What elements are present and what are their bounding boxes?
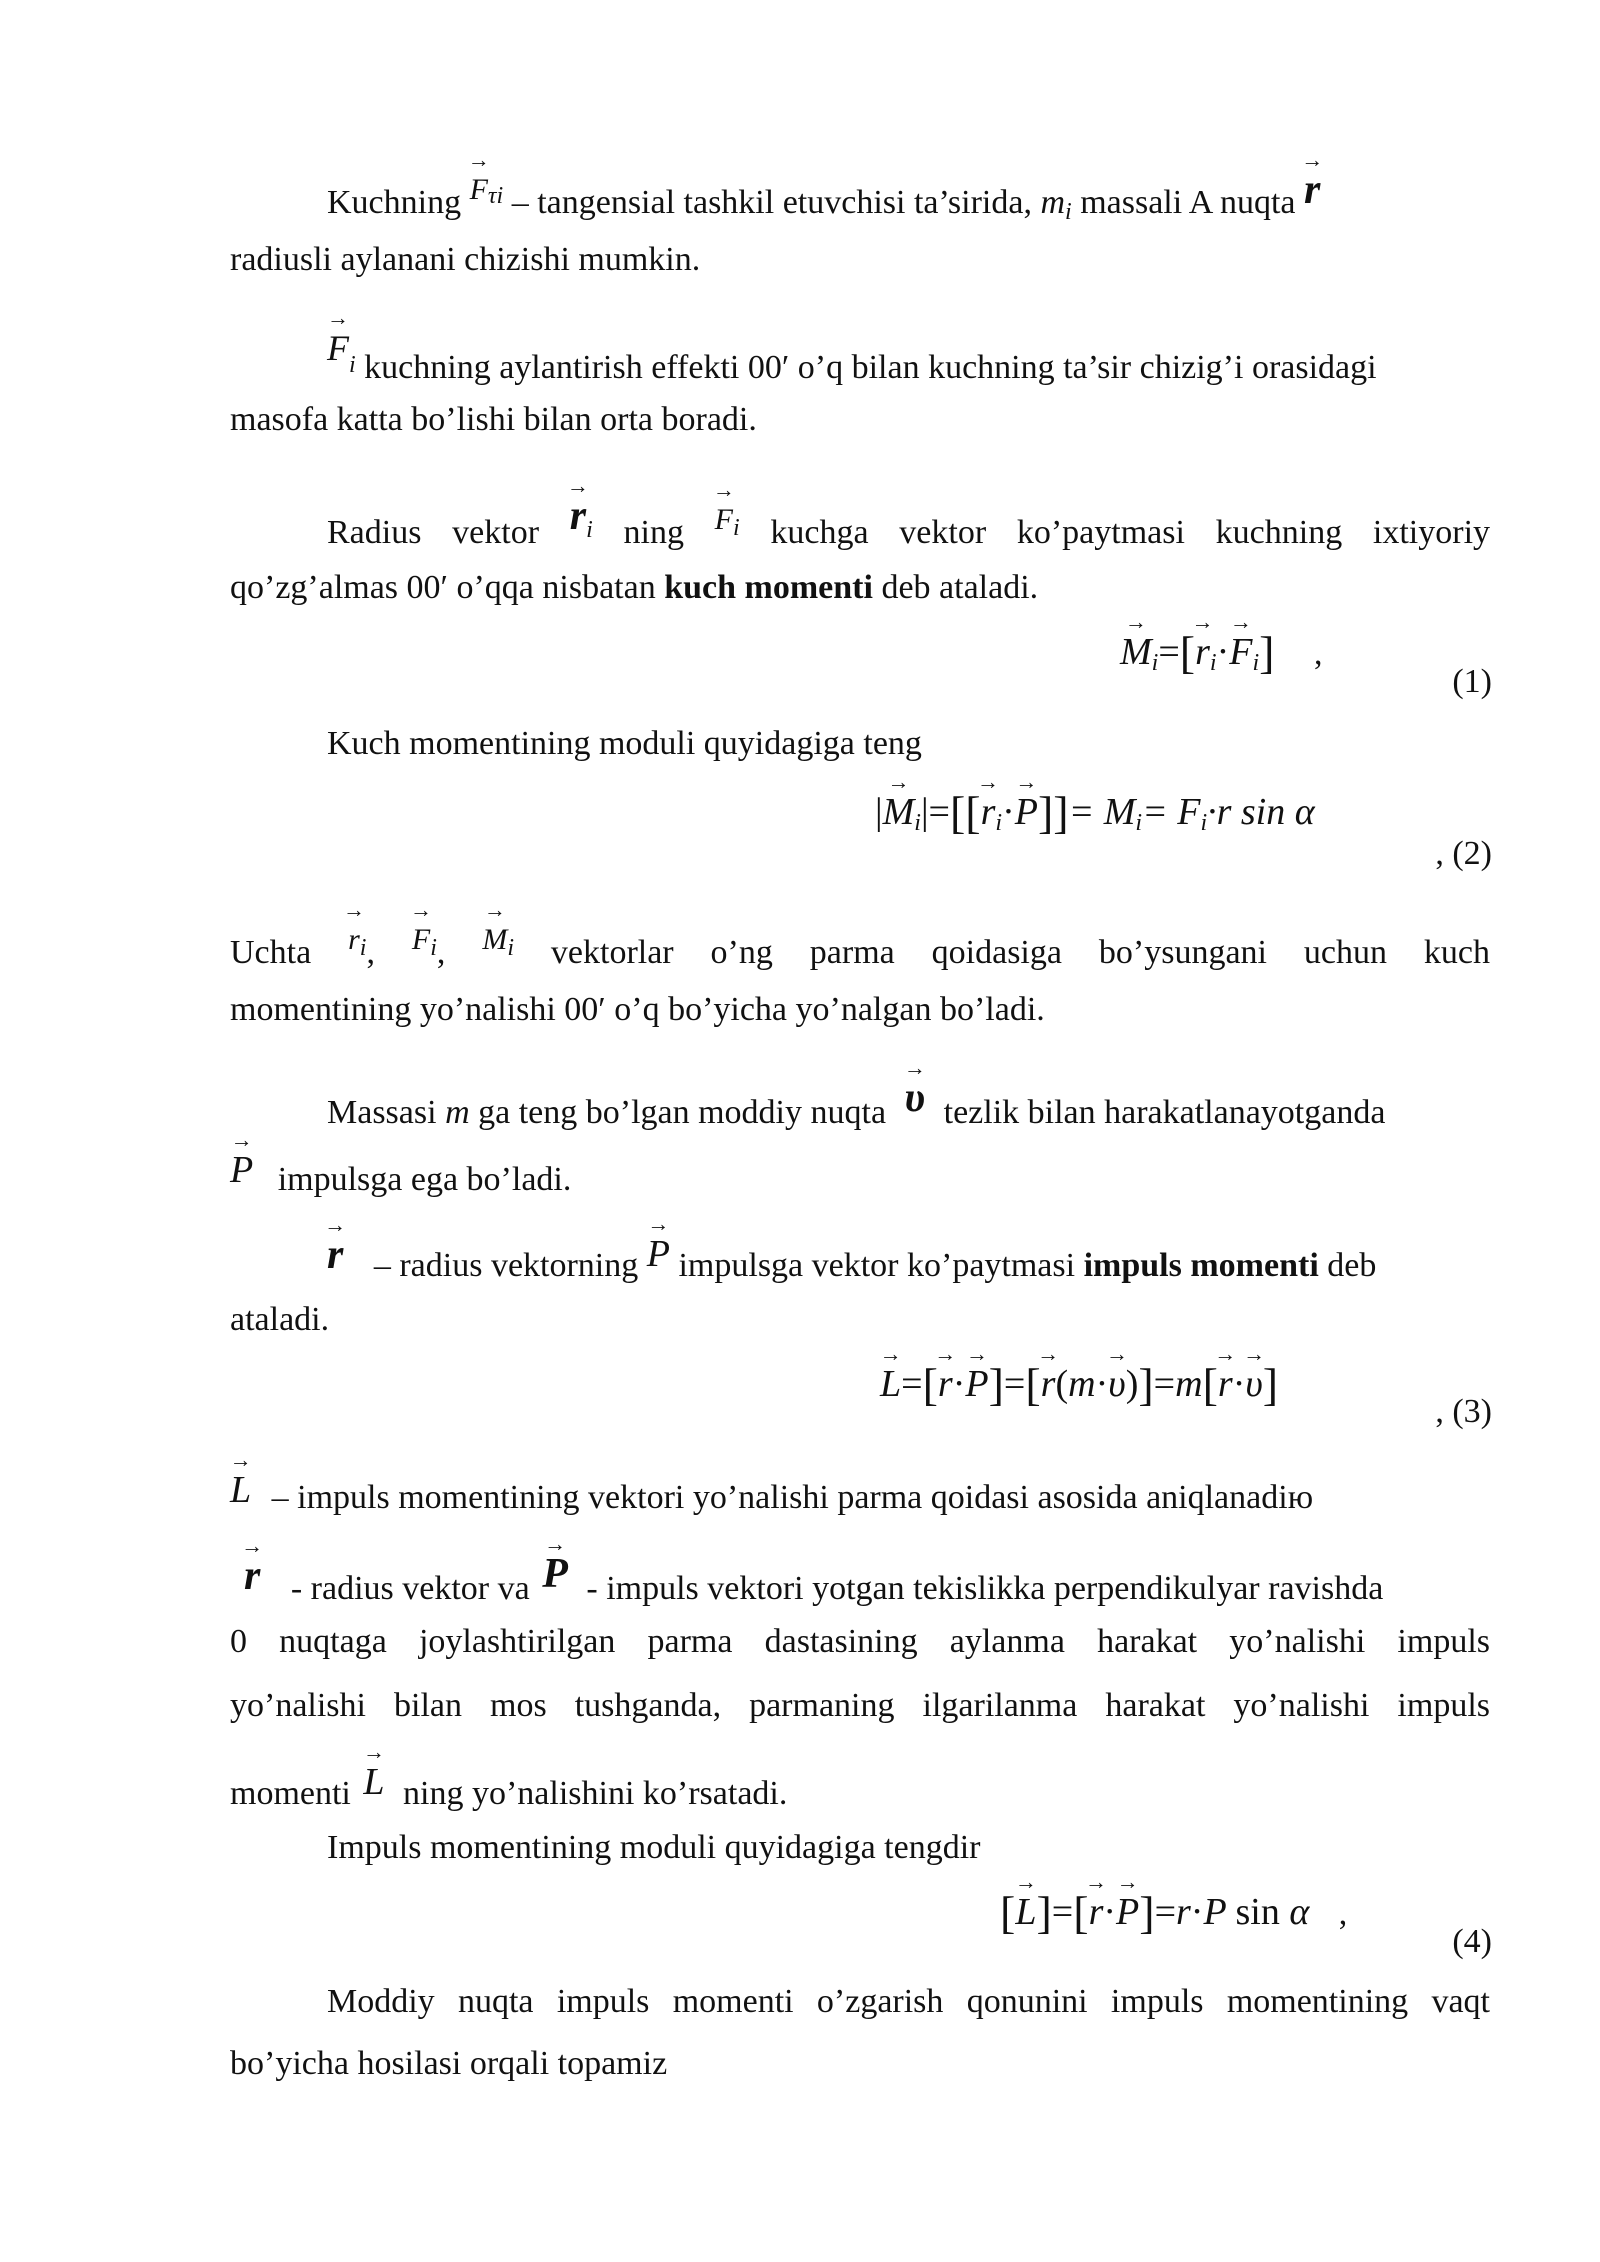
paragraph-8-line-5: momenti → L ning yo’nalishini ko’rsatadi.	[230, 1739, 788, 1812]
text: kuchning aylantirish effekti 00′ o’q bilan kuchning ta’sir chizig’i orasidagi	[364, 349, 1377, 386]
paragraph-9: Impuls momentining moduli quyidagiga tengdir	[327, 1829, 981, 1866]
paragraph-4: Kuch momentining moduli quyidagiga teng	[327, 725, 922, 762]
paragraph-8-line-4: yo’nalishi bilan mos tushganda, parmaning ilgarilanma harakat yo’nalishi impuls	[230, 1687, 1490, 1724]
subscript: i	[1065, 199, 1072, 225]
paragraph-5-line-1: Uchta → $r^i$, → $F^i$, → $M^i$ vektorlar o’ng parma qoidasiga bo’ysungani uchun kuch	[230, 897, 1490, 971]
vector-r-i: → r	[342, 897, 365, 956]
paragraph-6-line-2: → P impulsga ega bo’ladi.	[230, 1127, 572, 1198]
paragraph-10-line-2: bo’yicha hosilasi orqali topamiz	[230, 2045, 668, 2082]
paragraph-5-line-2: momentining yo’nalishi 00′ o’q bo’yicha yo’nalgan bo’ladi.	[230, 991, 1045, 1028]
vector-v: → υ	[903, 1055, 926, 1121]
vector-p: → P	[646, 1211, 670, 1275]
vector-m-i: → M	[482, 897, 508, 956]
equation-3: → L=[ → r· → P]=[ → r(m· → υ)]=m[ → r· → υ]	[879, 1341, 1279, 1410]
vector-l: → L	[229, 1447, 252, 1511]
equation-3-number: , (3)	[1435, 1393, 1492, 1430]
vector-r: → r	[1301, 147, 1324, 213]
equation-1: → $M_i=$[ → $r_i\cdot$ → $F_i$] ,	[1120, 609, 1323, 678]
text: – tangensial tashkil etuvchisi ta’sirida,	[511, 184, 1032, 221]
paragraph-7-line-1: → r – radius vektorning → P impulsga vektor ko’paytmasi impuls momenti deb	[324, 1211, 1377, 1284]
paragraph-8-line-2: → r - radius vektor va → P - impuls vektori yotgan tekislikka perpendikulyar ravishda	[241, 1531, 1384, 1607]
subscript: i	[349, 352, 356, 378]
vector-f-tau: → F	[467, 147, 490, 206]
paragraph-2-line-2: masofa katta bo’lishi bilan orta boradi.	[230, 401, 757, 438]
paragraph-8-line-1: → L – impuls momentining vektori yo’nalishi parma qoidasi asosida aniqlanadiю	[229, 1447, 1314, 1516]
paragraph-10-line-1: Moddiy nuqta impuls momenti o’zgarish qonunini impuls momentining vaqt	[327, 1983, 1490, 2020]
paragraph-8-line-3: 0 nuqtaga joylashtirilgan parma dastasining aylanma harakat yo’nalishi impuls	[230, 1623, 1490, 1660]
paragraph-6-line-1: Massasi m ga teng bo’lgan moddiy nuqta → υ tezlik bilan harakatlanayotganda	[327, 1055, 1386, 1131]
paragraph-2-line-1	[327, 305, 1587, 390]
vector-r: → r	[241, 1533, 264, 1599]
vector-l: → L	[362, 1739, 385, 1803]
vector-p: → P	[230, 1127, 254, 1191]
vector-f-i: → F	[712, 477, 735, 536]
paragraph-1-line-1	[327, 147, 1587, 234]
term-bold: impuls momenti	[1083, 1247, 1319, 1284]
equation-2-number: , (2)	[1435, 835, 1492, 872]
paragraph-1-line-2: radiusli aylanani chizishi mumkin.	[230, 241, 701, 278]
symbol-m: m	[1040, 184, 1066, 221]
paragraph-3-line-2: qo’zg’almas 00′ o’qqa nisbatan kuch momenti deb ataladi.	[230, 569, 1039, 606]
equation-2: | → $M_i|=$[[ → $r_i\cdot$ → $P]]= M_i= F_i\cdot r$ sin α	[875, 769, 1315, 838]
vector-r-i: → r	[566, 473, 589, 539]
vector-f-i: → F	[327, 305, 349, 368]
word: Kuchning	[327, 184, 462, 221]
subscript: τi	[487, 183, 504, 209]
paragraph-7-line-2: ataladi.	[230, 1301, 330, 1338]
vector-p: → P	[542, 1531, 568, 1597]
equation-1-number: (1)	[1452, 663, 1492, 700]
vector-r: → r	[324, 1212, 347, 1278]
equation-4-number: (4)	[1452, 1923, 1492, 1960]
equation-4: [ → L]=[ → r· → P]=r·P sin α ,	[1000, 1869, 1348, 1938]
text: massali A nuqta	[1080, 184, 1296, 221]
paragraph-3-line-1: Radius vektor → $r^i$ ning → $F^i$ kuchga vektor ko’paytmasi kuchning ixtiyoriy	[327, 473, 1491, 551]
term-bold: kuch momenti	[664, 569, 873, 606]
vector-f-i: → F	[410, 897, 433, 956]
